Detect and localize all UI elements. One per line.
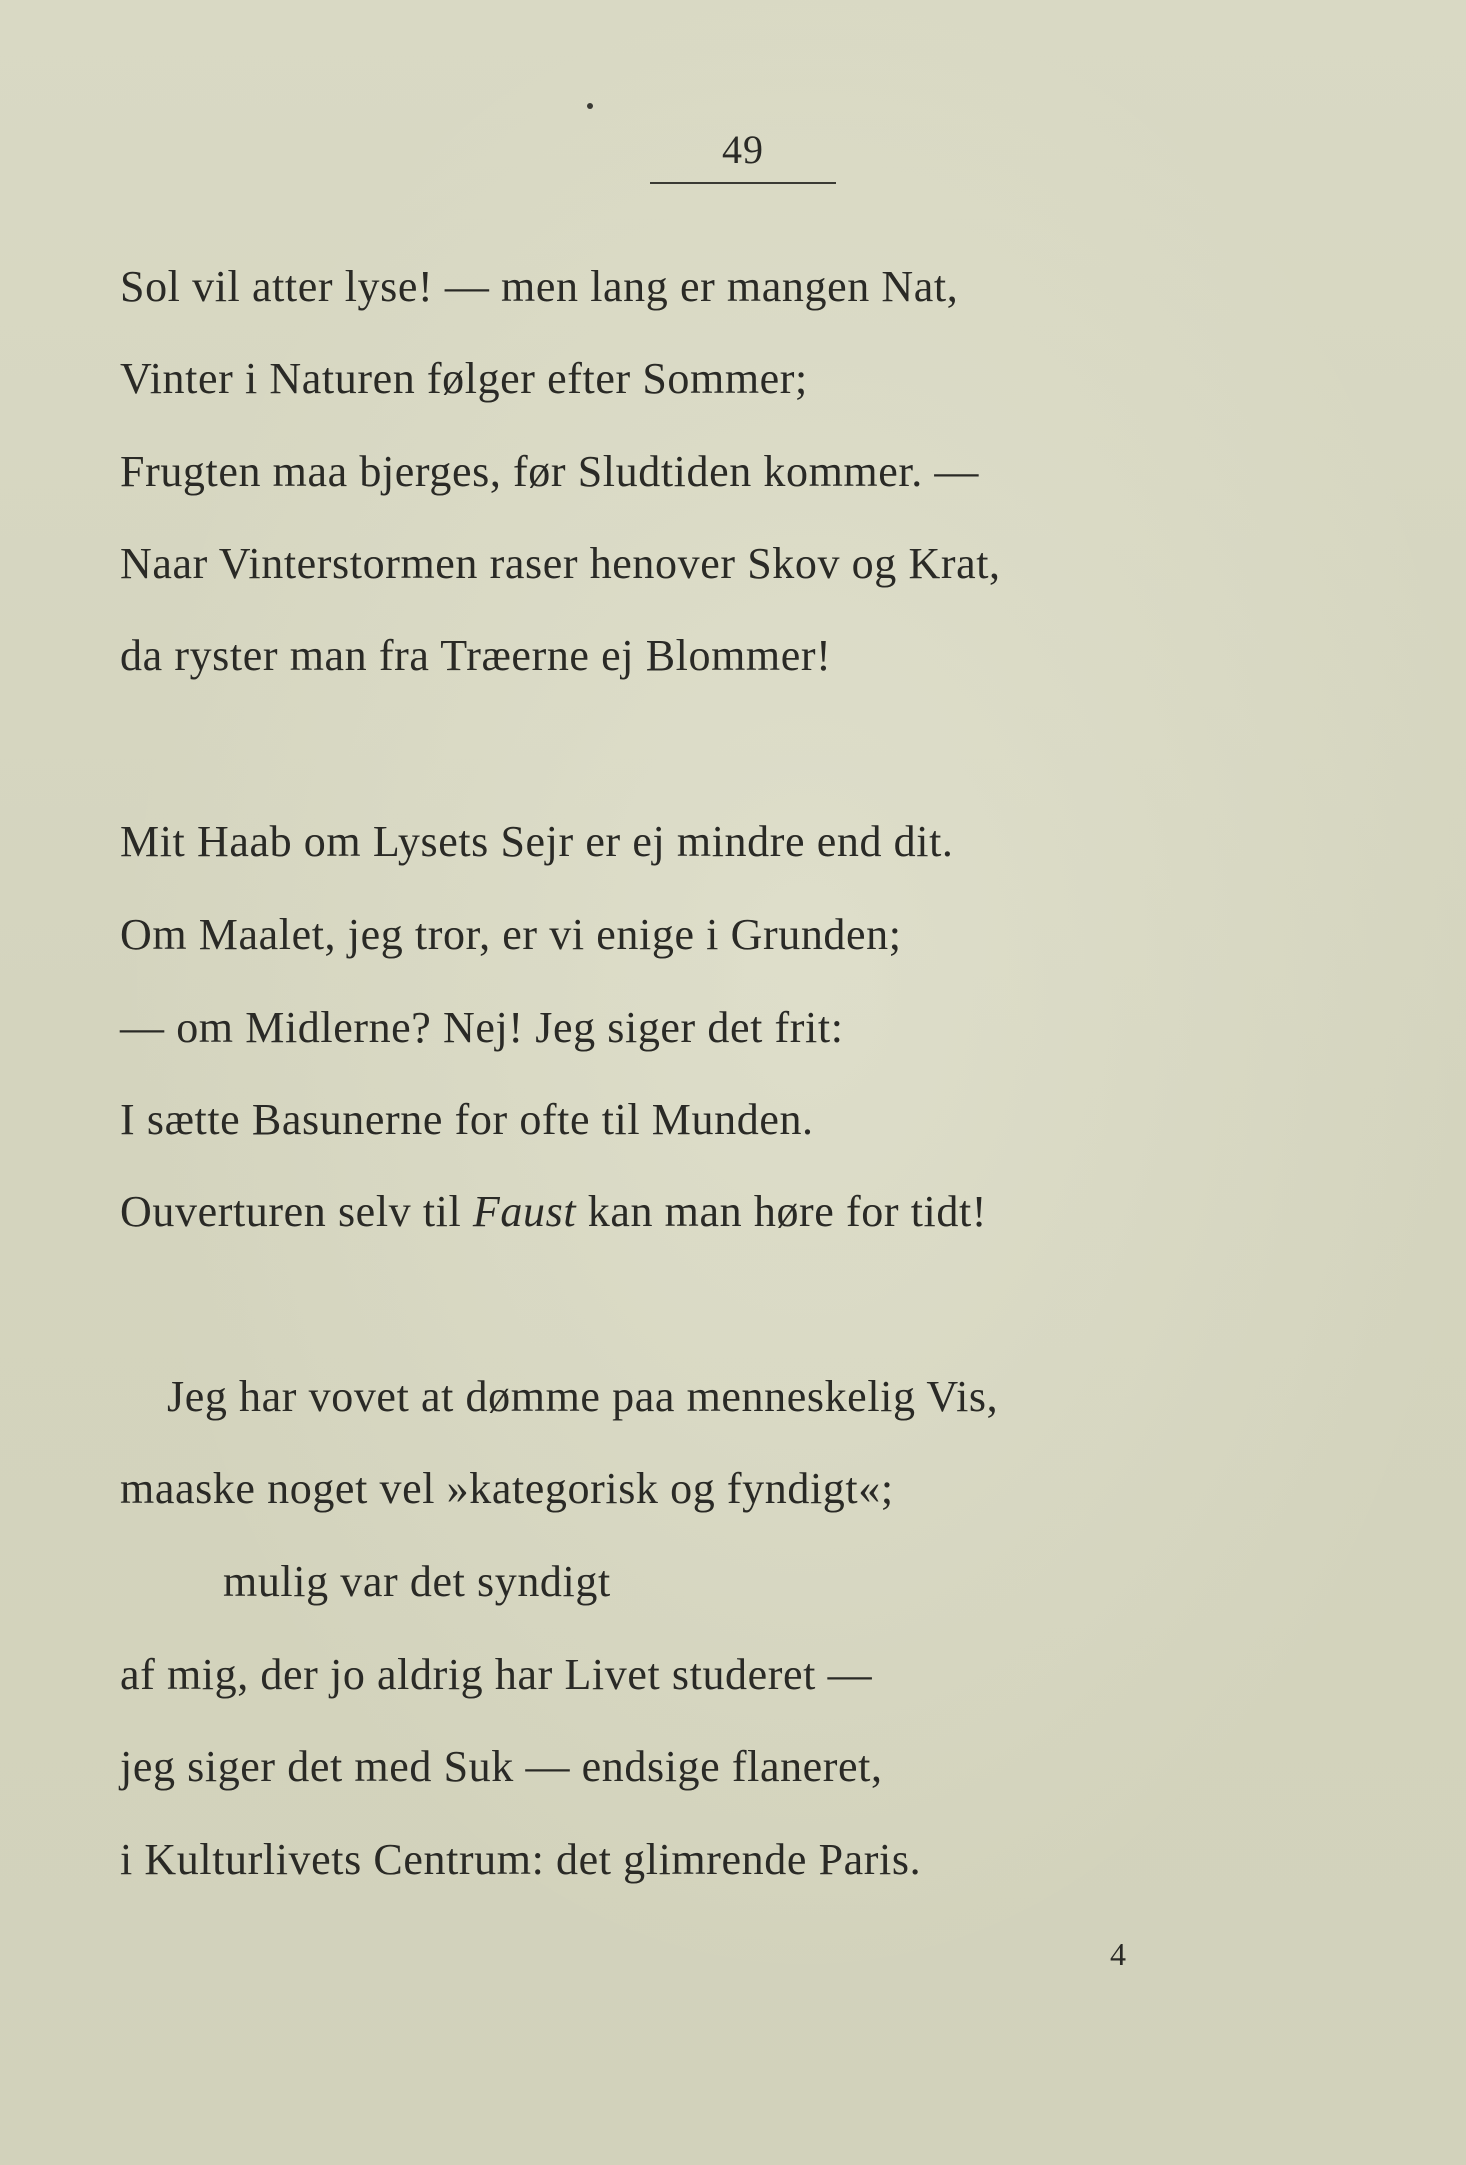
stanza-2-line-3: — om Midlerne? Nej! Jeg siger det frit: bbox=[120, 1003, 844, 1052]
stanza-1-line-2: Vinter i Naturen følger efter Sommer; bbox=[120, 354, 808, 403]
stanza-3-line-1: Jeg har vovet at dømme paa menneskelig Vis, bbox=[167, 1372, 999, 1421]
stanza-2-line-4: I sætte Basunerne for ofte til Munden. bbox=[120, 1095, 814, 1144]
stanza-1-line-1: Sol vil atter lyse! — men lang er mangen Nat, bbox=[120, 262, 959, 311]
stanza-3-line-5: jeg siger det med Suk — endsige flaneret, bbox=[120, 1742, 883, 1791]
stanza-1-line-4: Naar Vinterstormen raser henover Skov og Krat, bbox=[120, 539, 1001, 588]
ink-speck bbox=[587, 103, 593, 109]
stanza-1-line-5: da ryster man fra Træerne ej Blommer! bbox=[120, 631, 832, 680]
line-text-before: Ouverturen selv til bbox=[120, 1187, 473, 1236]
line-text-after: kan man høre for tidt! bbox=[576, 1187, 988, 1236]
stanza-2-line-1: Mit Haab om Lysets Sejr er ej mindre end dit. bbox=[120, 817, 954, 866]
stanza-3-line-2: maaske noget vel »kategorisk og fyndigt«; bbox=[120, 1464, 894, 1513]
stanza-3-line-6: i Kulturlivets Centrum: det glimrende Paris. bbox=[120, 1835, 922, 1884]
stanza-1-line-3: Frugten maa bjerges, før Sludtiden kommer. — bbox=[120, 447, 980, 496]
stanza-3-line-4: af mig, der jo aldrig har Livet studeret — bbox=[120, 1650, 873, 1699]
page-number: 49 bbox=[722, 127, 764, 172]
stanza-3-line-3: mulig var det syndigt bbox=[223, 1557, 611, 1606]
stanza-2-line-2: Om Maalet, jeg tror, er vi enige i Grunden; bbox=[120, 910, 902, 959]
italic-title: Faust bbox=[472, 1187, 577, 1236]
page-number-rule bbox=[650, 182, 836, 184]
stanza-2-line-5 bbox=[120, 1187, 988, 1236]
signature-mark: 4 bbox=[1110, 1936, 1126, 1972]
